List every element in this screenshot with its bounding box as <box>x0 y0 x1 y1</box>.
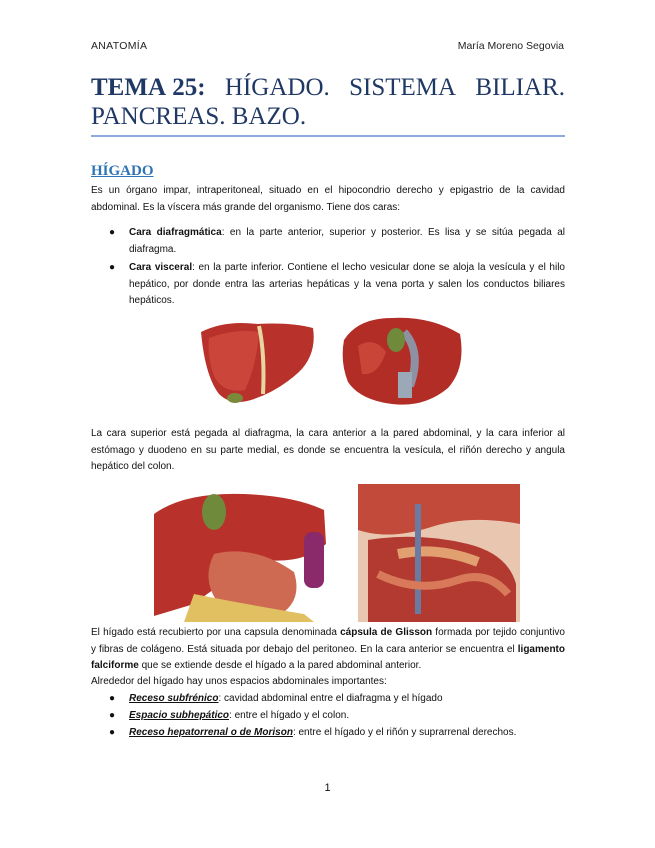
face-text: : en la parte anterior, superior y posterior. Es lisa y se sitúa pegada al diafragma. <box>129 227 565 255</box>
title-word-2: SISTEMA <box>349 74 457 101</box>
capsule-text-1: El hígado está recubierto por una capsula denominada <box>91 627 341 638</box>
title-word-1: HÍGADO. <box>224 74 330 101</box>
title-divider <box>91 135 565 137</box>
face-term: Cara visceral <box>129 262 193 273</box>
face-item <box>109 225 565 258</box>
abdominal-view-illustration <box>358 484 520 622</box>
header-subject: ANATOMÍA <box>91 40 148 52</box>
relations-paragraph: La cara superior está pegada al diafragma, la cara anterior a la pared abdominal, y la cara inferior al estómago y duodeno en su parte medial, es donde se encuentra la vesícula, el riñón derecho y angula hepático del colon. <box>91 428 565 472</box>
space-term: Espacio subhepático <box>129 710 230 721</box>
section-heading-higado: HÍGADO <box>91 163 154 179</box>
header-author: María Moreno Segovia <box>457 40 564 52</box>
title-tema-label: TEMA <box>91 74 166 101</box>
space-item <box>109 691 565 708</box>
bullet-icon: ● <box>109 693 116 704</box>
liver-in-situ-illustration <box>154 484 330 622</box>
spaces-intro: Alrededor del hígado hay unos espacios abdominales importantes: <box>91 676 387 687</box>
page-number: 1 <box>324 782 331 794</box>
face-text: : en la parte inferior. Contiene el lecho vesicular done se aloja la vesícula y el hilo hepático, por donde entra las arterias hepáticas y la vena porta y salen los conductos biliares hepáticos. <box>129 262 565 306</box>
face-item <box>109 260 565 310</box>
ligamento-falciforme: ligamento falciforme <box>91 643 565 671</box>
capsule-text-3: que se extiende desde el hígado a la pared abdominal anterior. <box>138 660 422 671</box>
space-term: Receso hepatorrenal o de Morison <box>129 727 293 738</box>
face-term: Cara diafragmática <box>129 227 222 238</box>
intro-paragraph: Es un órgano impar, intraperitoneal, situado en el hipocondrio derecho y epigastrio de la cavidad abdominal. Es la víscera más grande del organismo. Tiene dos caras: <box>91 185 565 213</box>
liver-diaphragmatic-illustration <box>195 314 319 412</box>
liver-visceral-illustration <box>338 312 468 412</box>
bullet-icon: ● <box>109 727 116 738</box>
capsule-paragraph <box>91 625 565 675</box>
page-title <box>91 73 565 131</box>
space-term: Receso subfrénico <box>129 693 219 704</box>
space-text: : cavidad abdominal entre el diafragma y el hígado <box>218 693 443 704</box>
space-text: : entre el hígado y el riñón y suprarrenal derechos. <box>292 727 517 738</box>
title-word-3: BILIAR. <box>475 74 565 101</box>
bullet-icon: ● <box>109 227 116 238</box>
bullet-icon: ● <box>109 262 116 273</box>
bullet-icon: ● <box>109 710 116 721</box>
capsule-text-2: formada por tejido conjuntivo y fibras de colágeno. Está situada por debajo del peritoneo. En la cara anterior se encuentra el <box>91 627 565 655</box>
title-line-2: PANCREAS. BAZO. <box>91 103 307 130</box>
space-item <box>109 725 565 742</box>
space-text: : entre el hígado y el colon. <box>229 710 350 721</box>
space-item <box>109 708 565 725</box>
title-tema-number: 25: <box>172 74 206 101</box>
capsule-glisson: cápsula de Glisson <box>340 627 433 638</box>
